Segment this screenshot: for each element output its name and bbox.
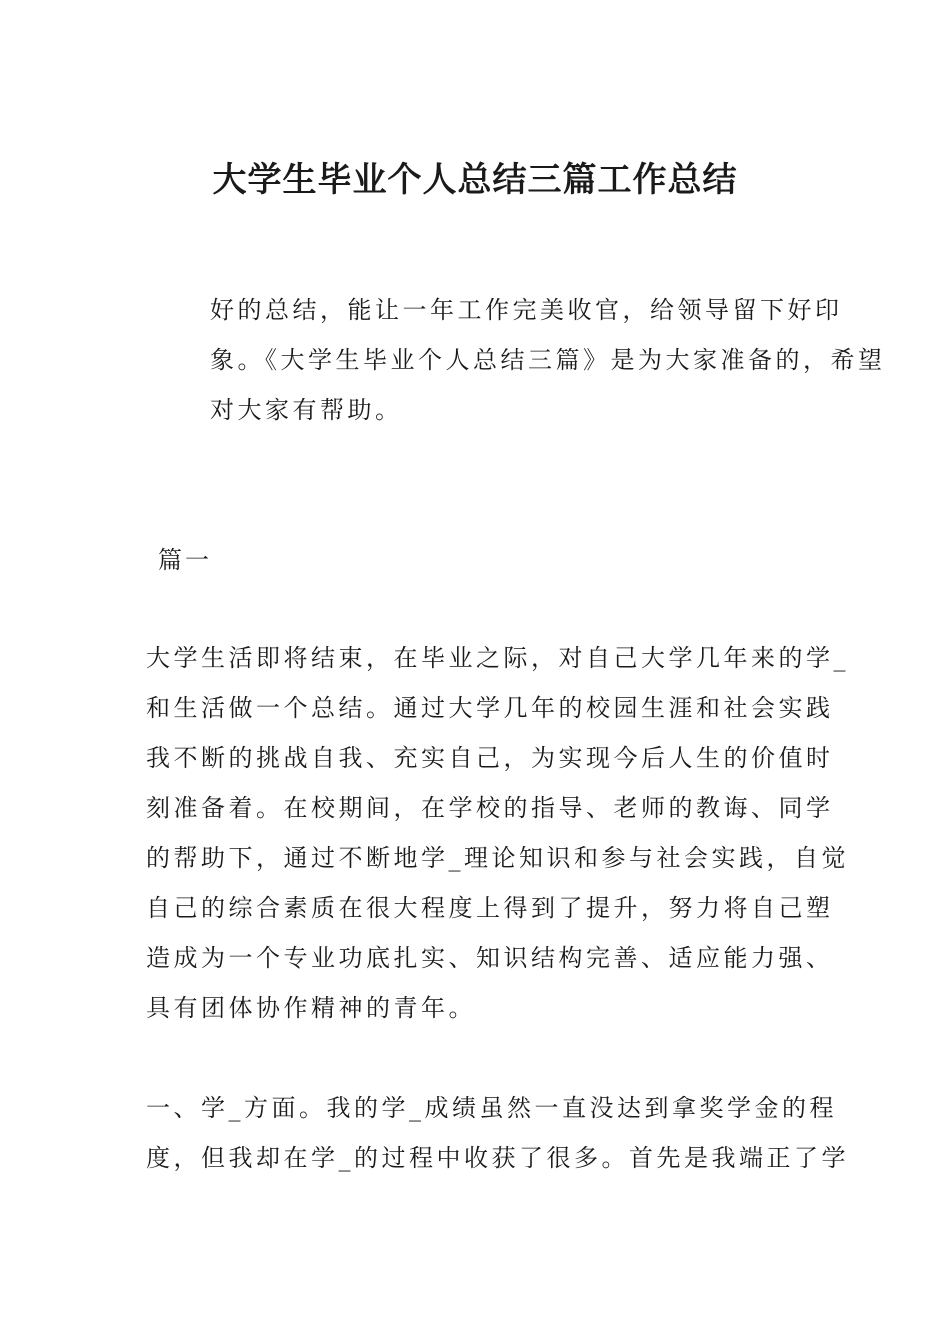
paragraph-line: 和生活做一个总结。通过大学几年的校园生涯和社会实践 xyxy=(146,694,834,722)
paragraph-line: 一、学_方面。我的学_成绩虽然一直没达到拿奖学金的程 xyxy=(146,1094,837,1122)
section-heading: 篇一 xyxy=(158,546,212,574)
intro-line: 象。《大学生毕业个人总结三篇》是为大家准备的，希望 xyxy=(210,346,886,374)
body-paragraph-2 xyxy=(146,1083,849,1183)
paragraph-line: 的帮助下，通过不断地学_理论知识和参与社会实践，自觉 xyxy=(146,844,849,872)
paragraph-line: 自己的综合素质在很大程度上得到了提升，努力将自己塑 xyxy=(146,894,834,922)
document-title: 大学生毕业个人总结三篇工作总结 xyxy=(212,160,738,200)
paragraph-line: 度，但我却在学_的过程中收获了很多。首先是我端正了学 xyxy=(146,1144,849,1172)
intro-line: 好的总结，能让一年工作完美收官，给领导留下好印 xyxy=(210,296,843,324)
paragraph-line: 具有团体协作精神的青年。 xyxy=(146,994,476,1022)
intro-line: 对大家有帮助。 xyxy=(210,396,403,424)
paragraph-line: 造成为一个专业功底扎实、知识结构完善、适应能力强、 xyxy=(146,944,834,972)
paragraph-line: 我不断的挑战自我、充实自己，为实现今后人生的价值时 xyxy=(146,744,834,772)
intro-paragraph xyxy=(146,285,886,435)
paragraph-line: 刻准备着。在校期间，在学校的指导、老师的教诲、同学 xyxy=(146,794,834,822)
paragraph-line: 大学生活即将结束，在毕业之际，对自己大学几年来的学_ xyxy=(146,644,849,672)
body-paragraph-1 xyxy=(146,633,849,1033)
